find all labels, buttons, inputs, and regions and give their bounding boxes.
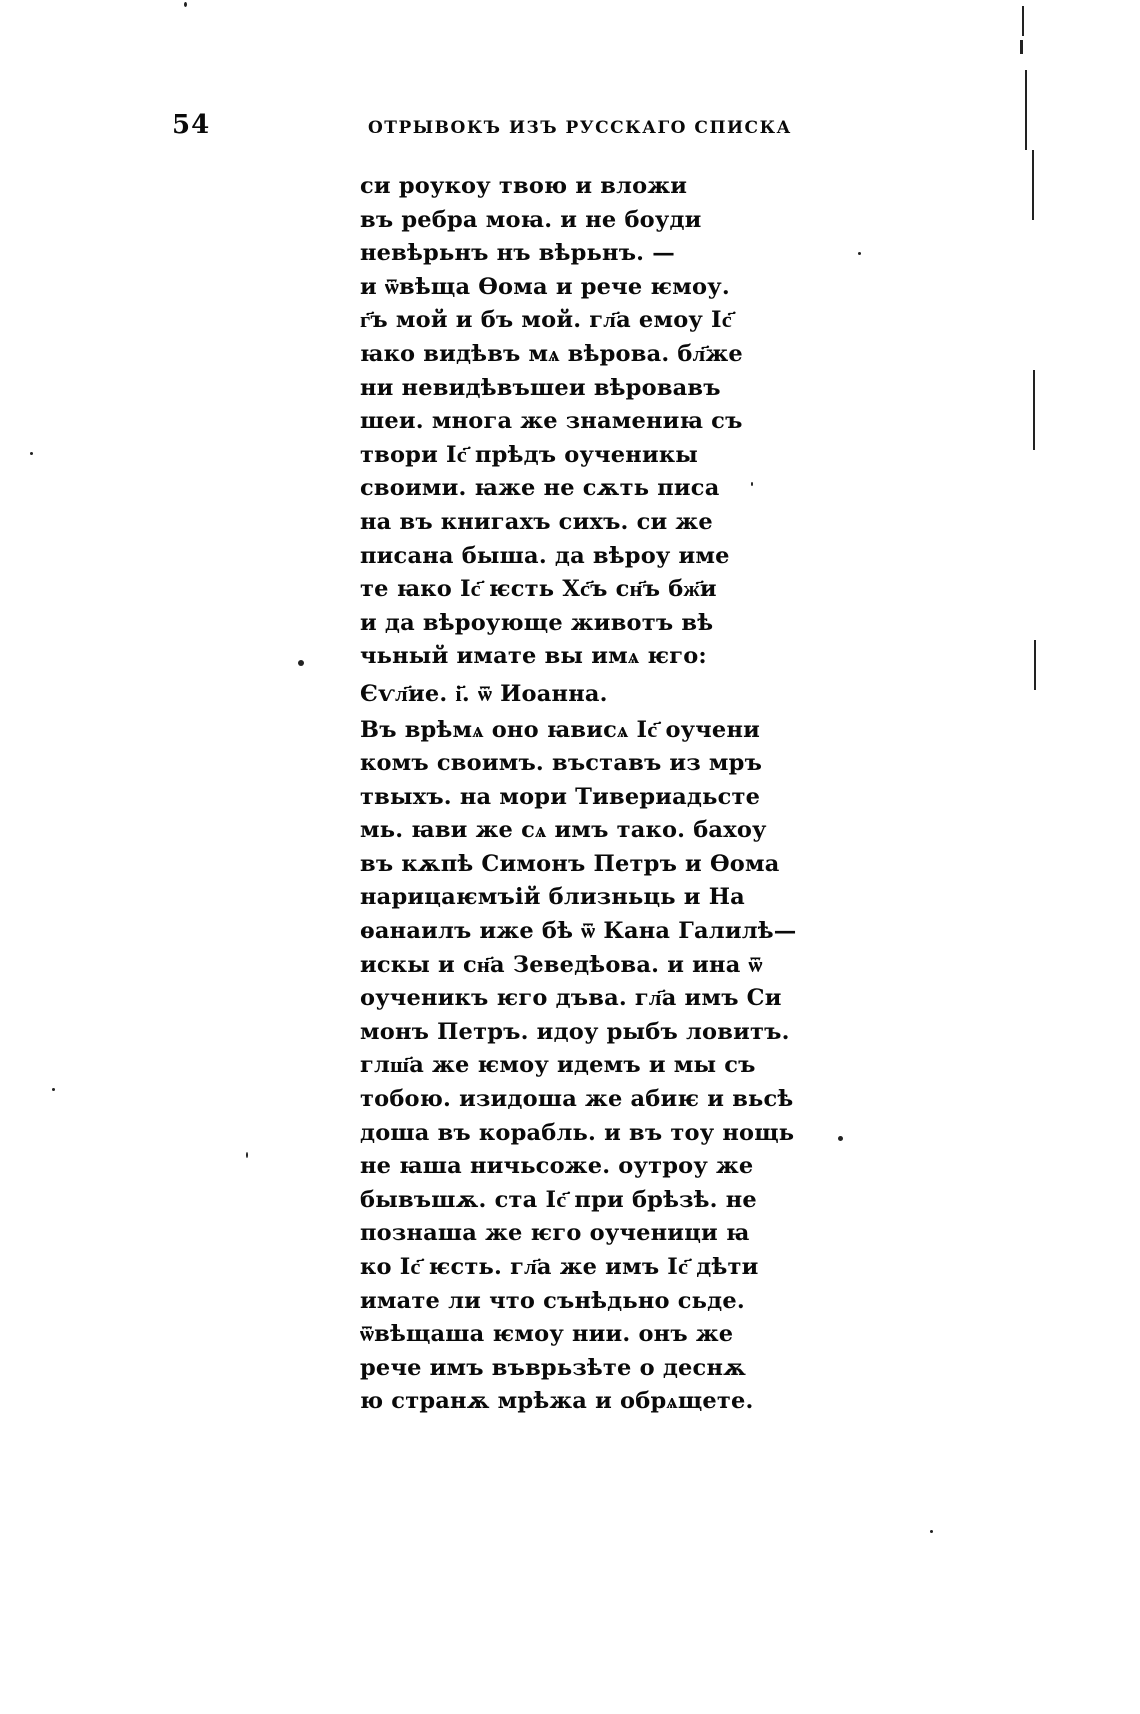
text-line: ю странѫ мрѣжа и обрѧщете. (360, 1388, 754, 1415)
text-line: своими. ꙗже не сѫть писа (360, 475, 720, 502)
text-line: ѳанаилъ иже бѣ ѿ Кана Галилѣ— (360, 918, 797, 945)
scan-edge-mark (1032, 150, 1034, 220)
text-line: монъ Петръ. идоу рыбъ ловитъ. (360, 1018, 790, 1045)
scan-speck (246, 1152, 248, 1158)
text-line: твори Іс҃ прѣдъ оученикы (360, 441, 699, 468)
text-line: чьный имате вы имѧ ѥго: (360, 643, 707, 670)
text-line: шеи. многа же знамениꙗ съ (360, 408, 743, 435)
text-line: писана быша. да вѣроу име (360, 542, 730, 569)
text-line: имате ли что сънѣдьно сьде. (360, 1287, 745, 1314)
scan-speck (298, 660, 304, 666)
text-line: невѣрьнъ нъ вѣрьнъ. — (360, 240, 675, 267)
text-block (360, 170, 800, 1419)
scan-speck (184, 2, 187, 7)
scan-edge-mark (1034, 640, 1036, 690)
text-line: г҃ъ мой и бъ мой. гл҃а емоу Іс҃ (360, 307, 732, 334)
text-line: комъ своимъ. въставъ из мръ (360, 750, 763, 777)
text-line: на въ книгахъ сихъ. си же (360, 508, 713, 535)
text-line: твыхъ. на мори Тивериадьсте (360, 783, 761, 810)
text-line: глш҃а же ѥмоу идемъ и мы съ (360, 1052, 756, 1079)
scan-edge-mark (1022, 6, 1024, 36)
text-line: ꙗко видѣвъ мѧ вѣрова. бл҃же (360, 340, 743, 367)
running-head: ОТРЫВОКЪ ИЗЪ РУССКАГО СПИСКА (368, 118, 792, 138)
text-line: ѿвѣщаша ѥмоу нии. онъ же (360, 1321, 734, 1348)
text-line: ни невидѣвъшеи вѣровавъ (360, 374, 721, 401)
text-line: си роукоу твою и вложи (360, 173, 688, 199)
section-heading: Єѵл҃ие. і҃. ѿ Иоанна. (360, 680, 608, 707)
scan-edge-mark (1025, 70, 1027, 150)
scan-speck (838, 1136, 843, 1141)
text-line: мь. ꙗви же сѧ имъ тако. бахоу (360, 817, 767, 844)
text-line: те ꙗко Іс҃ ѥсть Хс҃ъ сн҃ъ бж҃и (360, 576, 717, 603)
scan-speck (930, 1530, 933, 1533)
text-line: рече имъ въврьзѣте о деснѫ (360, 1354, 747, 1381)
scan-speck (858, 252, 861, 255)
scan-edge-mark (1033, 370, 1035, 450)
text-line: тобою. изидоша же абиѥ и вьсѣ (360, 1086, 794, 1113)
scan-speck (751, 482, 753, 486)
text-line: и ѿвѣща Ѳома и рече ѥмоу. (360, 273, 730, 300)
text-line: познаша же ѥго оученици ꙗ (360, 1220, 750, 1247)
text-line: нарицаѥмъій близньць и На (360, 884, 745, 911)
scan-speck (30, 452, 33, 455)
text-line: бывъшѫ. ста Іс҃ при брѣзѣ. не (360, 1186, 757, 1213)
text-line: оученикъ ѥго дъва. гл҃а имъ Си (360, 985, 782, 1012)
text-line: въ кѫпѣ Симонъ Петръ и Ѳома (360, 850, 780, 877)
text-line: искы и сн҃а Зеведѣова. и ина ѿ (360, 951, 763, 978)
text-line: Въ врѣмѧ оно ꙗвисѧ Іс҃ оучени (360, 716, 761, 743)
scan-speck (52, 1088, 55, 1091)
text-line: не ꙗша ничьсоже. оутроу же (360, 1153, 754, 1180)
page-number: 54 (172, 110, 211, 140)
scan-edge-mark (1020, 40, 1023, 54)
text-line: ко Іс҃ ѥсть. гл҃а же имъ Іс҃ дѣти (360, 1254, 759, 1280)
text-line: въ ребра моꙗ. и не боуди (360, 206, 702, 233)
text-line: доша въ корабль. и въ тоу нощь (360, 1119, 795, 1146)
text-line: и да вѣроующе животъ вѣ (360, 609, 714, 636)
